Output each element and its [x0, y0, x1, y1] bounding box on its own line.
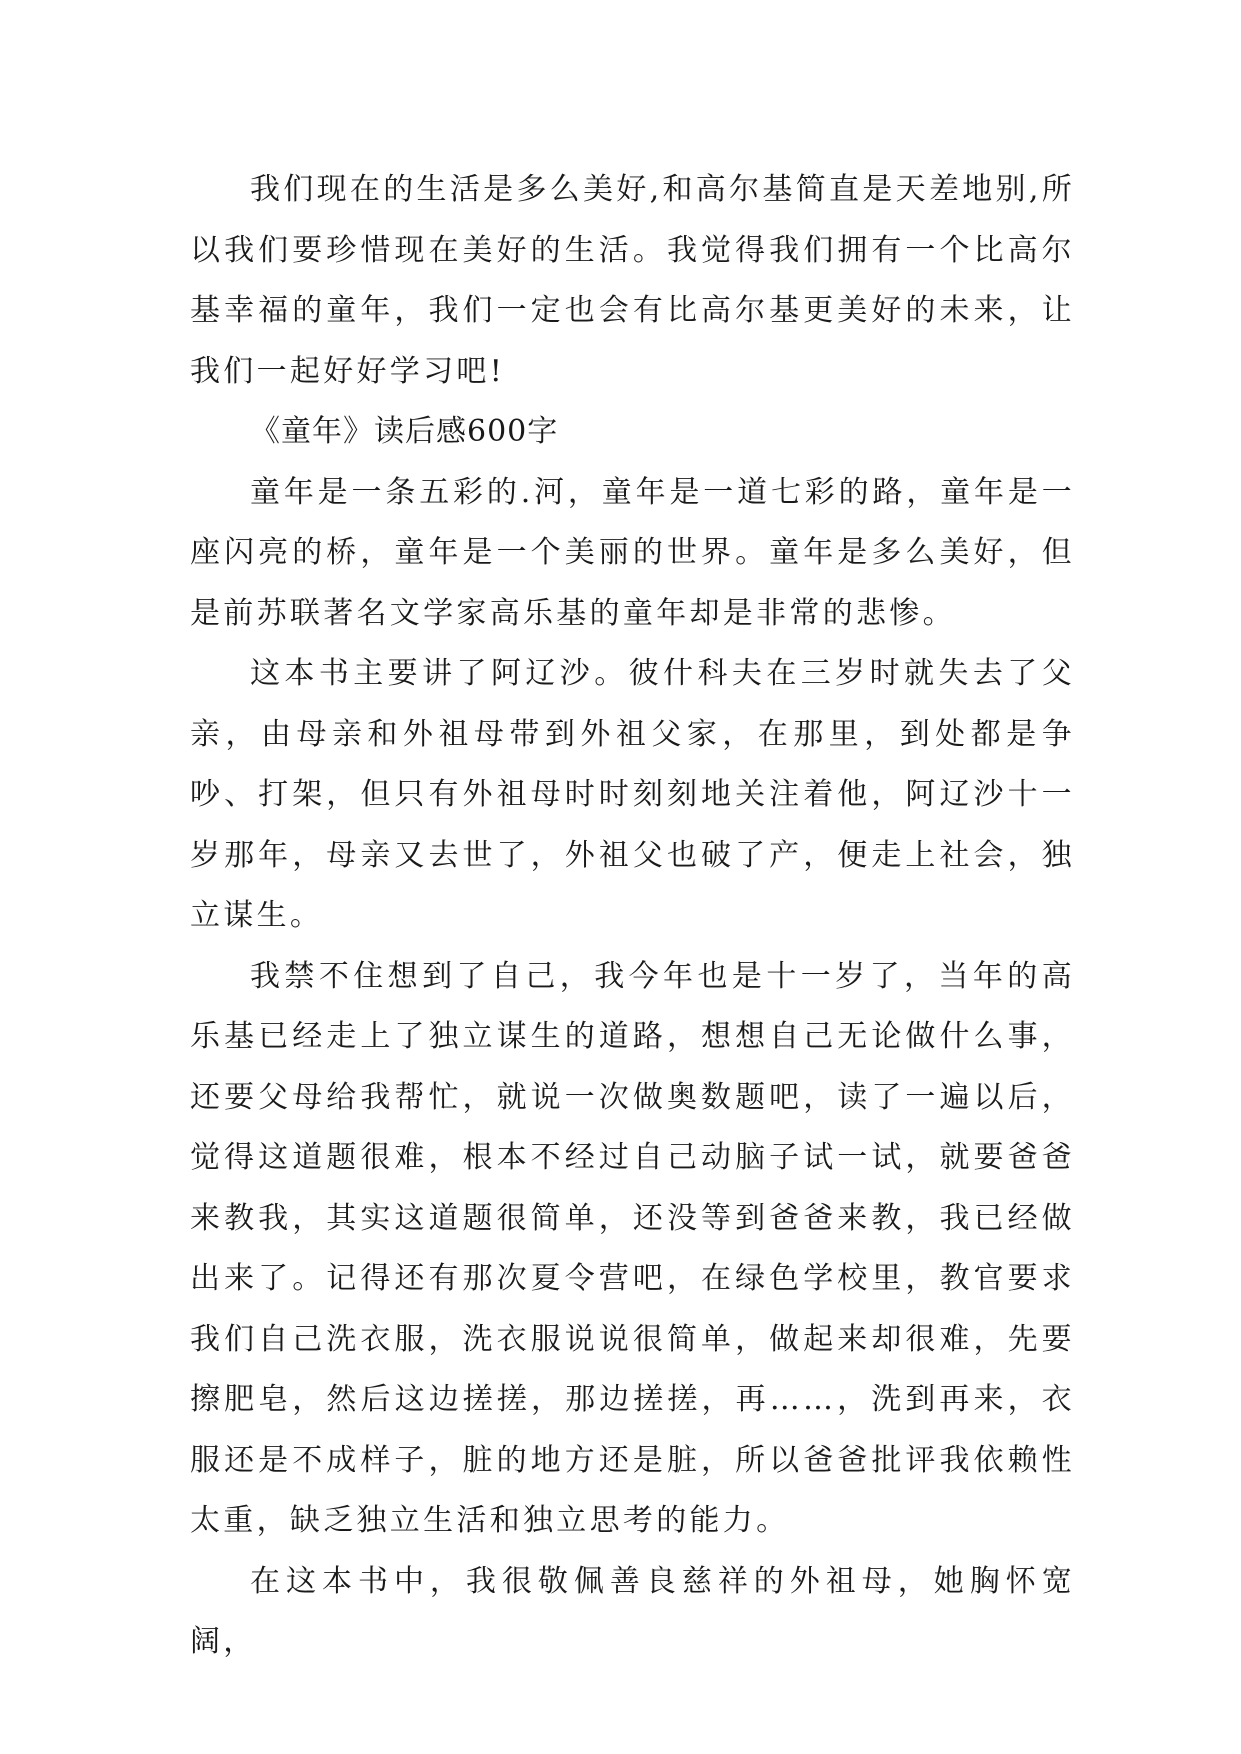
paragraph-5: 在这本书中，我很敬佩善良慈祥的外祖母，她胸怀宽阔， [190, 1563, 1075, 1659]
paragraph-3: 这本书主要讲了阿辽沙。彼什科夫在三岁时就失去了父亲，由母亲和外祖母带到外祖父家，在那里，到处都是争吵、打架，但只有外祖母时时刻刻地关注着他，阿辽沙十一岁那年，母亲又去世了，外祖父也破了产，便走上社会，独立谋生。 [190, 656, 1075, 933]
paragraph-4: 我禁不住想到了自己，我今年也是十一岁了，当年的高乐基已经走上了独立谋生的道路，想想自己无论做什么事，还要父母给我帮忙，就说一次做奥数题吧，读了一遍以后，觉得这道题很难，根本不经过自己动脑子试一试，就要爸爸来教我，其实这道题很简单，还没等到爸爸来教，我已经做出来了。记得还有那次夏令营吧，在绿色学校里，教官要求我们自己洗衣服，洗衣服说说很简单，做起来却很难，先要擦肥皂，然后这边搓搓，那边搓搓，再……，洗到再来，衣服还是不成样子，脏的地方还是脏，所以爸爸批评我依赖性太重，缺乏独立生活和独立思考的能力。 [190, 958, 1075, 1538]
paragraph-1: 我们现在的生活是多么美好,和高尔基简直是天差地别,所以我们要珍惜现在美好的生活。我觉得我们拥有一个比高尔基幸福的童年，我们一定也会有比高尔基更美好的未来，让我们一起好好学习吧! [190, 172, 1075, 389]
document-body [190, 160, 1075, 1673]
paragraph-2: 童年是一条五彩的.河，童年是一道七彩的路，童年是一座闪亮的桥，童年是一个美丽的世界。童年是多么美好，但是前苏联著名文学家高乐基的童年却是非常的悲惨。 [190, 474, 1075, 631]
essay-heading: 《童年》读后感600字 [250, 414, 559, 449]
